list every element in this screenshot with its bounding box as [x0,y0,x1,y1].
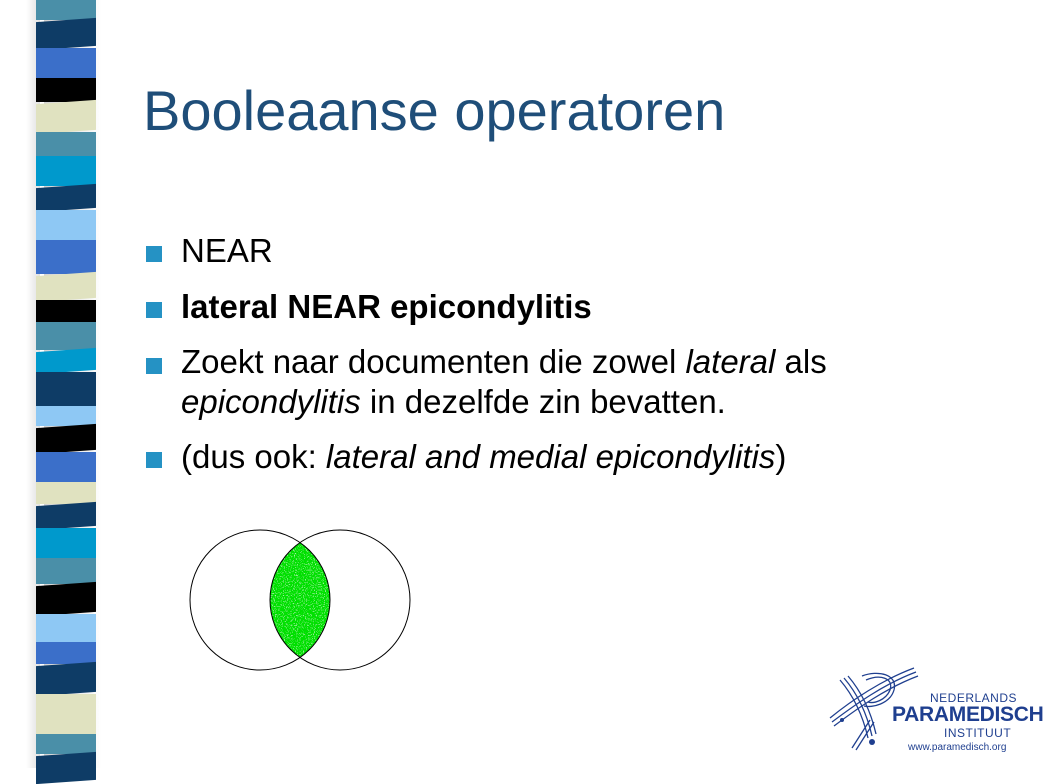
stripe-segment [36,322,96,350]
bullet-text: lateral NEAR epicondylitis [181,288,592,325]
stripe-segment [36,582,96,616]
bullet-italic-term: epicondylitis [181,383,361,420]
bullet-italic-term: lateral [685,343,776,380]
stripe-segment [36,662,96,696]
stripe-segment [36,614,96,642]
stripe-segment [36,78,96,102]
square-bullet-icon [146,302,162,318]
venn-intersection [270,530,410,670]
bullet-text: NEAR [181,232,273,269]
stripe-segment [36,100,96,134]
bullet-text-part: ) [775,438,787,475]
stripe-segment [36,406,96,426]
stripe-segment [36,240,96,274]
logo [822,660,1043,760]
stripe-segment [36,734,96,754]
bullet-item-example [143,286,983,328]
stripe-segment [36,372,96,406]
bullet-italic-term: lateral and medial epicondylitis [325,438,776,475]
stripe-segment [36,156,96,186]
stripe-segment [36,694,96,734]
stripe-segment [36,452,96,482]
stripe-segment [36,48,96,78]
square-bullet-icon [146,452,162,468]
bullet-list [143,230,983,492]
logo-text-line1: NEDERLANDS [930,691,1018,705]
stripe-segment [36,0,96,20]
bullet-item-description [143,342,983,422]
logo-url: www.paramedisch.org [908,742,1007,753]
stripe-segment [36,642,96,664]
bullet-item-near [143,230,983,272]
stripe-segment [36,18,96,50]
stripe-segment [36,132,96,156]
decorative-stripe [36,0,96,768]
stripe-segment [36,528,96,558]
slide-title: Booleaanse operatoren [143,79,726,142]
stripe-segment [36,348,96,374]
stripe-segment [36,272,96,302]
logo-text-line3: INSTITUUT [944,726,1012,740]
square-bullet-icon [146,246,162,262]
stripe-segment [36,184,96,212]
stripe-segment [36,558,96,584]
bullet-text-part: als [775,343,827,380]
stripe-segment [36,424,96,454]
venn-diagram [180,520,420,680]
bullet-text-part: in dezelfde zin bevatten. [360,383,726,420]
bullet-text-part: Zoekt naar documenten die zowel [181,343,686,380]
square-bullet-icon [146,358,162,374]
bullet-text-part: (dus ook: [181,438,326,475]
bullet-item-note [143,436,983,478]
stripe-segment [36,300,96,322]
stripe-segment [36,752,96,784]
stripe-segment [36,482,96,504]
stripe-segment [36,502,96,530]
logo-text-line2: PARAMEDISCH [892,703,1043,726]
stripe-segment [36,210,96,240]
